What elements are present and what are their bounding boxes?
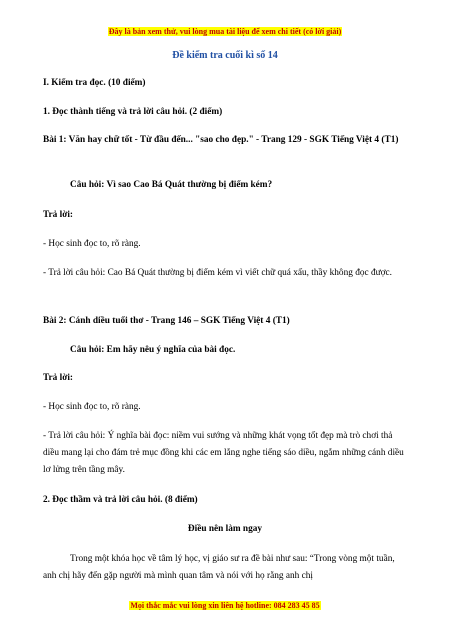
lesson-2-heading: Bài 2: Cánh diều tuổi thơ - Trang 146 – SGK Tiếng Việt 4 (T1) — [43, 316, 290, 326]
part-2-heading: 2. Đọc thầm và trả lời câu hỏi. (8 điểm) — [43, 495, 198, 505]
lesson-1-answer-label: Trả lời: — [43, 210, 74, 220]
lesson-2-answer-2: - Trả lời câu hỏi: Ý nghĩa bài đọc: niềm vui sướng và những khát vọng tốt đẹp mà trò chơi thả diều mang lại cho đám trẻ mục đồng khi các em lắng nghe tiếng sáo diều, ngắm những cánh diều lơ lửng trên tầng mây. — [43, 431, 404, 475]
document-title: Đề kiểm tra cuối kì số 14 — [172, 50, 278, 61]
reading-title: Điều nên làm ngay — [187, 524, 263, 534]
section-heading: I. Kiểm tra đọc. (10 điểm) — [43, 78, 146, 88]
lesson-2-question: Câu hỏi: Em hãy nêu ý nghĩa của bài đọc. — [70, 345, 236, 355]
preview-notice-text: Đây là bản xem thử, vui lòng mua tài liệu để xem chi tiết (có lời giải) — [108, 27, 342, 36]
preview-notice-banner — [0, 27, 450, 36]
lesson-1-question: Câu hỏi: Vì sao Cao Bá Quát thường bị điểm kém? — [70, 180, 273, 190]
hotline-footer-text: Mọi thắc mắc vui lòng xin liên hệ hotline: 084 283 45 85 — [130, 601, 320, 610]
lesson-1-answer-1: - Học sinh đọc to, rõ ràng. — [43, 239, 141, 249]
reading-passage: Trong một khóa học về tâm lý học, vị giáo sư ra đề bài như sau: “Trong vòng một tuần, anh chị hãy đến gặp người mà mình quan tâm và nói với họ rằng anh chị — [43, 554, 395, 581]
hotline-footer-banner — [0, 601, 450, 610]
lesson-2-answer-1: - Học sinh đọc to, rõ ràng. — [43, 402, 141, 412]
lesson-1-answer-2: - Trả lời câu hỏi: Cao Bá Quát thường bị điểm kém vì viết chữ quá xấu, thầy không đọc được. — [43, 268, 393, 278]
part-1-heading: 1. Đọc thành tiếng và trả lời câu hỏi. (2 điểm) — [43, 107, 223, 117]
lesson-1-heading: Bài 1: Văn hay chữ tốt - Từ đầu đến... "sao cho đẹp." - Trang 129 - SGK Tiếng Việt 4 (T1) — [43, 135, 399, 145]
lesson-2-answer-label: Trả lời: — [43, 373, 74, 383]
